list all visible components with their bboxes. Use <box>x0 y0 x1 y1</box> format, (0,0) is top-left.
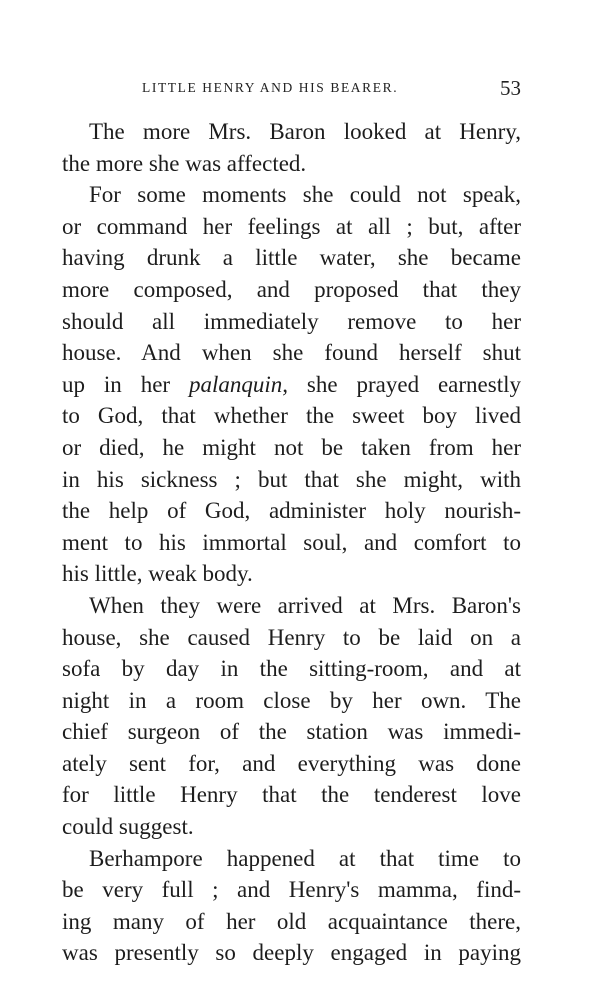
text-line: should all immediately remove to her <box>62 308 521 334</box>
text-line: ment to his immortal soul, and comfort to <box>62 529 521 555</box>
italic-word: palanquin, <box>188 371 289 397</box>
text-line: could suggest. <box>62 814 194 840</box>
text-line: the help of God, administer holy nourish- <box>62 498 521 524</box>
running-head <box>62 76 521 102</box>
text-line: his little, weak body. <box>62 561 253 587</box>
text-line: to God, that whether the sweet boy lived <box>62 403 521 429</box>
text-line: The more Mrs. Baron looked at Henry, <box>89 119 521 144</box>
text-line: ing many of her old acquaintance there, <box>62 908 521 934</box>
page-number: 53 <box>500 76 521 100</box>
text-line: house. And when she found herself shut <box>62 340 521 366</box>
text-line: ately sent for, and everything was done <box>62 750 521 776</box>
text-line: having drunk a little water, she became <box>62 245 521 271</box>
text-line: or died, he might not be taken from her <box>62 434 521 460</box>
text-line <box>62 369 521 401</box>
text-segment: she prayed earnestly <box>288 371 521 397</box>
text-line: chief surgeon of the station was immedi- <box>62 719 521 745</box>
body-text <box>62 116 521 969</box>
text-line: For some moments she could not speak, <box>89 182 521 208</box>
text-line: the more she was affected. <box>62 150 307 176</box>
text-line: Berhampore happened at that time to <box>89 845 521 871</box>
text-line: When they were arrived at Mrs. Baron's <box>89 592 521 618</box>
text-line: was presently so deeply engaged in paying <box>62 940 521 966</box>
text-line: night in a room close by her own. The <box>62 687 521 713</box>
text-line: or command her feelings at all ; but, after <box>62 213 521 239</box>
text-line: be very full ; and Henry's mamma, find- <box>62 877 521 903</box>
text-line: sofa by day in the sitting-room, and at <box>62 656 521 682</box>
text-line: more composed, and proposed that they <box>62 276 521 302</box>
text-line: in his sickness ; but that she might, with <box>62 466 521 492</box>
text-segment: up in her <box>62 371 189 397</box>
text-line: house, she caused Henry to be laid on a <box>62 624 521 650</box>
running-title: LITTLE HENRY AND HIS BEARER. <box>142 80 399 95</box>
text-line: for little Henry that the tenderest love <box>62 782 521 808</box>
